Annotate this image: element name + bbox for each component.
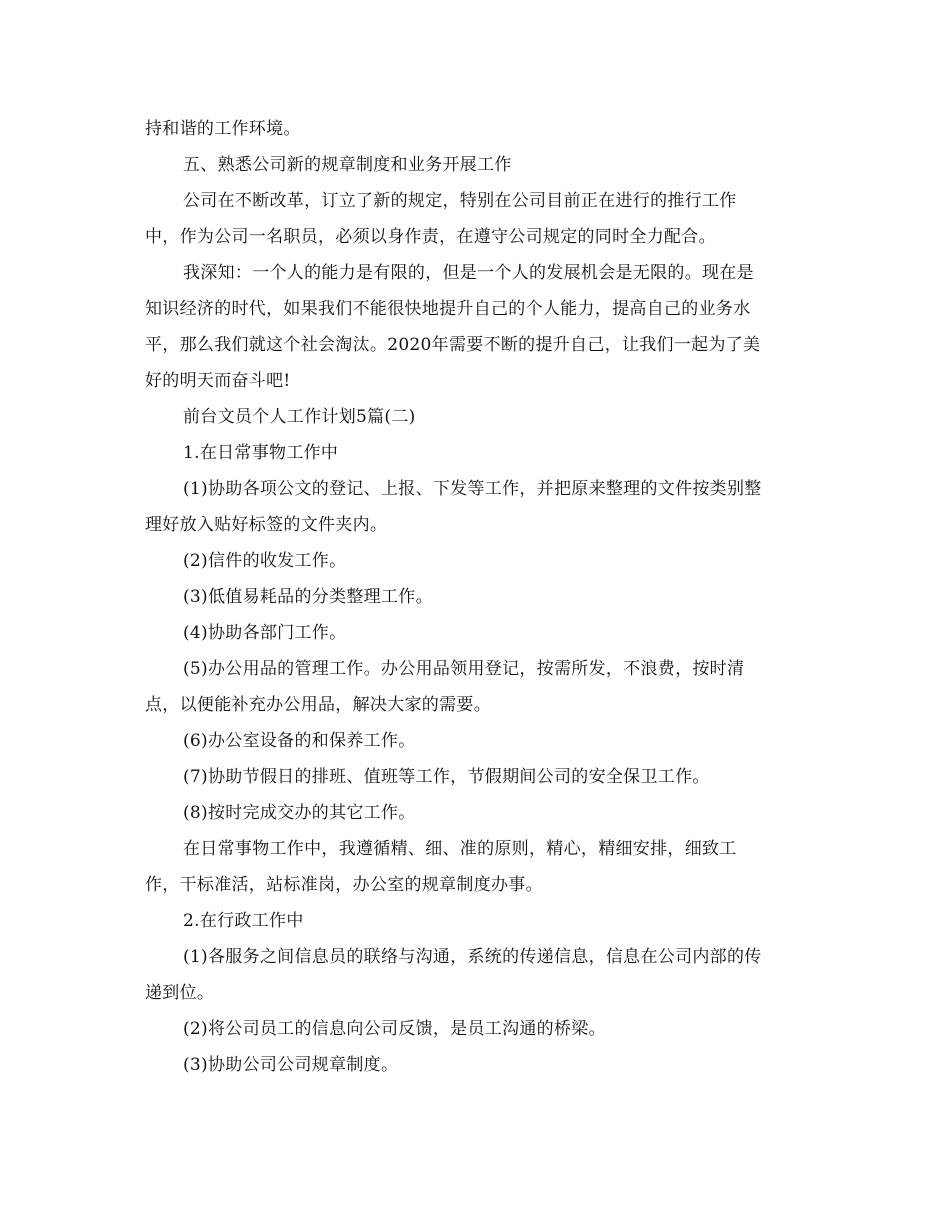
section-heading: 五、熟悉公司新的规章制度和业务开展工作 <box>183 155 512 175</box>
list-item: (1)各服务之间信息员的联络与沟通，系统的传递信息，信息在公司内部的传 <box>183 947 762 967</box>
list-item: (2)将公司员工的信息向公司反馈，是员工沟通的桥梁。 <box>183 1019 606 1039</box>
list-item: (7)协助节假日的排班、值班等工作，节假期间公司的安全保卫工作。 <box>183 767 710 787</box>
list-item: (6)办公室设备的和保养工作。 <box>183 731 416 751</box>
paragraph-line: 好的明天而奋斗吧! <box>145 371 291 391</box>
list-item: (8)按时完成交办的其它工作。 <box>183 803 416 823</box>
paragraph-line: 我深知：一个人的能力是有限的，但是一个人的发展机会是无限的。现在是 <box>183 263 754 283</box>
paragraph-line: 平，那么我们就这个社会淘汰。2020年需要不断的提升自己，让我们一起为了美 <box>145 335 761 355</box>
list-item: (4)协助各部门工作。 <box>183 623 347 643</box>
list-item: (3)低值易耗品的分类整理工作。 <box>183 587 433 607</box>
list-item: (2)信件的收发工作。 <box>183 551 347 571</box>
list-item-continuation: 递到位。 <box>145 983 215 1003</box>
list-item: (1)协助各项公文的登记、上报、下发等工作，并把原来整理的文件按类别整 <box>183 479 762 499</box>
section-heading: 1.在日常事物工作中 <box>183 443 339 463</box>
list-item: (5)办公用品的管理工作。办公用品领用登记，按需所发，不浪费，按时清 <box>183 659 745 679</box>
list-item-continuation: 点，以便能补充办公用品，解决大家的需要。 <box>145 695 491 715</box>
list-item: (3)协助公司公司规章制度。 <box>183 1055 399 1075</box>
paragraph-line: 在日常事物工作中，我遵循精、细、准的原则，精心，精细安排，细致工 <box>183 839 737 859</box>
paragraph-line: 知识经济的时代，如果我们不能很快地提升自己的个人能力，提高自己的业务水 <box>145 299 751 319</box>
section-heading: 前台文员个人工作计划5篇(二) <box>183 407 416 427</box>
paragraph-line: 中，作为公司一名职员，必须以身作责，在遵守公司规定的同时全力配合。 <box>145 227 716 247</box>
paragraph-line: 作，干标准活，站标准岗，办公室的规章制度办事。 <box>145 875 543 895</box>
section-heading: 2.在行政工作中 <box>183 911 304 931</box>
paragraph-line: 公司在不断改革，订立了新的规定，特别在公司目前正在进行的推行工作 <box>183 191 737 211</box>
list-item-continuation: 理好放入贴好标签的文件夹内。 <box>145 515 388 535</box>
paragraph-line: 持和谐的工作环境。 <box>145 119 301 139</box>
